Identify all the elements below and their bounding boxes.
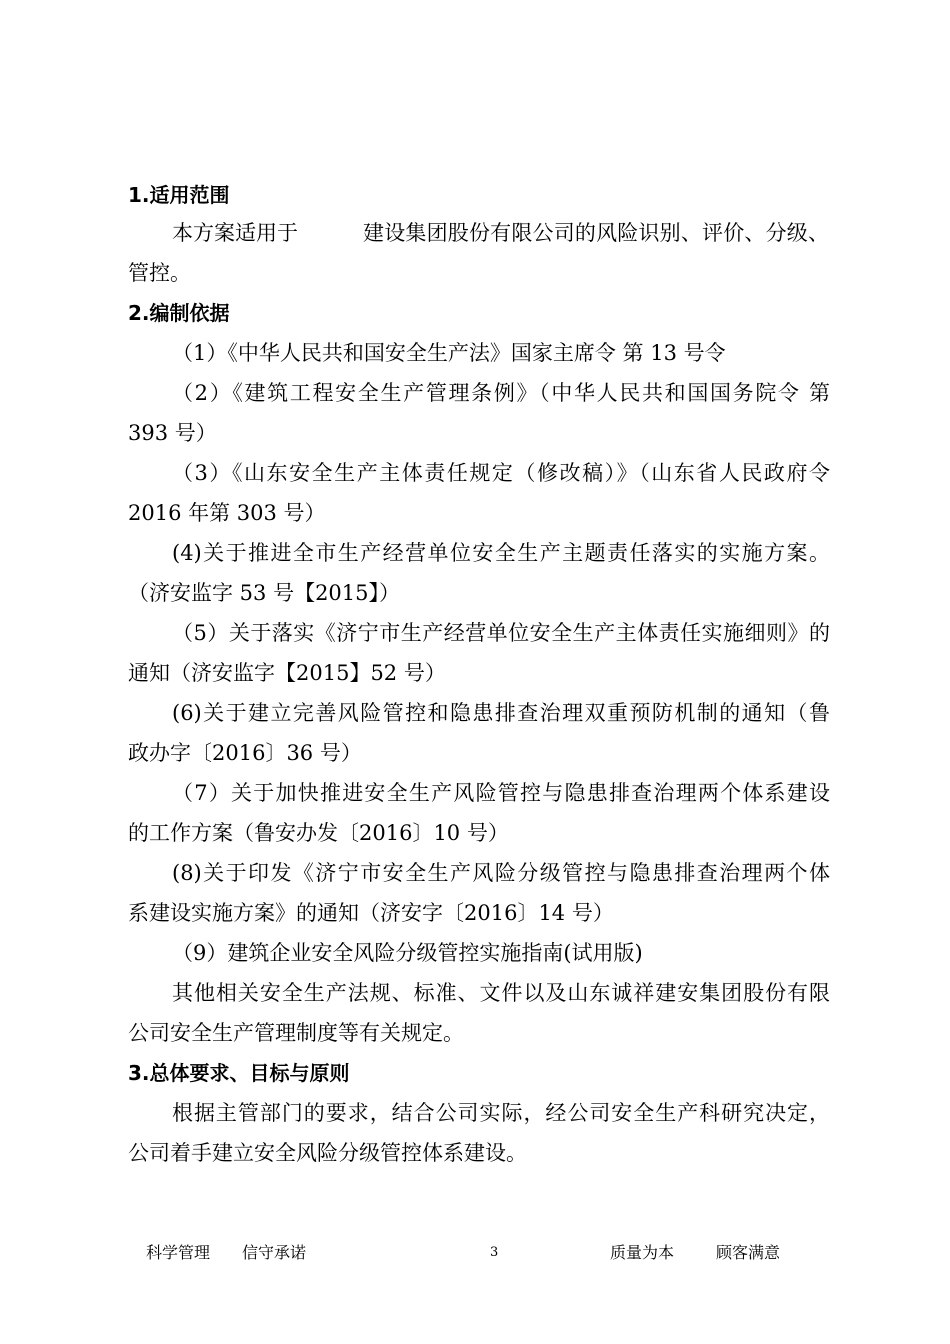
reference-3-line-1: （3）《山东安全生产主体责任规定（修改稿）》（山东省人民政府令	[172, 461, 830, 485]
section-1-line-2: 管控。	[128, 261, 191, 285]
reference-5-line-1: （5）关于落实《济宁市生产经营单位安全生产主体责任实施细则》的	[172, 621, 830, 645]
reference-7-line-2: 的工作方案（鲁安办发〔2016〕10 号）	[128, 821, 509, 845]
reference-5-line-2: 通知（济安监字【2015】52 号）	[128, 661, 446, 685]
reference-4-line-1: (4)关于推进全市生产经营单位安全生产主题责任落实的实施方案。	[172, 541, 830, 565]
section-1-line-1b: 建设集团股份有限公司的风险识别、评价、分级、	[363, 221, 829, 245]
reference-2-line-2: 393 号）	[128, 421, 217, 445]
section-1-heading: 1.适用范围	[128, 183, 230, 207]
reference-9: （9）建筑企业安全风险分级管控实施指南(试用版)	[172, 941, 643, 965]
reference-4-line-2: （济安监字 53 号【2015】）	[128, 581, 401, 605]
page-number: 3	[490, 1245, 499, 1260]
footer-motto-2: 信守承诺	[242, 1243, 307, 1262]
section-3-heading: 3.总体要求、目标与原则	[128, 1061, 350, 1085]
section-2-heading: 2.编制依据	[128, 301, 230, 325]
reference-2-line-1: （2）《建筑工程安全生产管理条例》（中华人民共和国国务院令 第	[172, 381, 830, 405]
section-3-line-2: 公司着手建立安全风险分级管控体系建设。	[128, 1141, 527, 1165]
reference-6-line-2: 政办字〔2016〕36 号）	[128, 741, 362, 765]
footer-motto-1: 科学管理	[146, 1243, 211, 1262]
reference-6-line-1: (6)关于建立完善风险管控和隐患排查治理双重预防机制的通知（鲁	[172, 701, 830, 725]
reference-8-line-2: 系建设实施方案》的通知（济安字〔2016〕14 号）	[128, 901, 614, 925]
reference-8-line-1: (8)关于印发《济宁市安全生产风险分级管控与隐患排查治理两个体	[172, 861, 830, 885]
section-1-line-1a: 本方案适用于	[172, 221, 298, 245]
reference-3-line-2: 2016 年第 303 号）	[128, 501, 326, 525]
reference-1: （1）《中华人民共和国安全生产法》国家主席令 第 13 号令	[172, 341, 726, 365]
reference-7-line-1: （7）关于加快推进安全生产风险管控与隐患排查治理两个体系建设	[172, 781, 830, 805]
section-3-line-1: 根据主管部门的要求，结合公司实际，经公司安全生产科研究决定，	[172, 1101, 830, 1125]
footer-motto-3: 质量为本	[610, 1243, 675, 1262]
footer-motto-4: 顾客满意	[716, 1243, 781, 1262]
other-regulations-line-1: 其他相关安全生产法规、标准、文件以及山东诚祥建安集团股份有限	[172, 981, 830, 1005]
other-regulations-line-2: 公司安全生产管理制度等有关规定。	[128, 1021, 464, 1045]
